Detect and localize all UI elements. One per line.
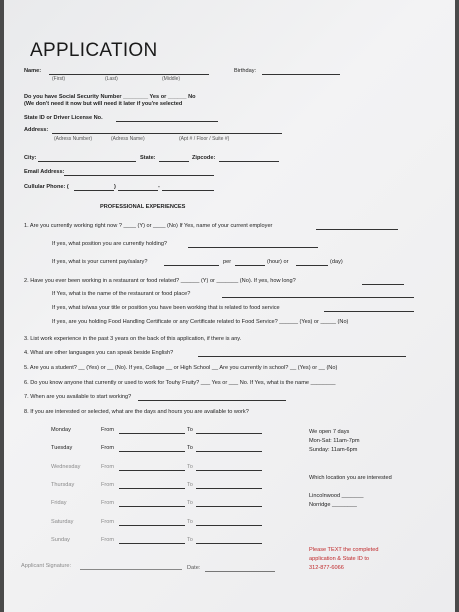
to-label: To	[187, 427, 193, 433]
question-3: 3. List work experience in the past 3 years on the back of this application, if there is any.	[24, 336, 242, 342]
day-sunday: Sunday	[51, 537, 70, 543]
location-question: Which location you are interested	[309, 475, 392, 481]
to-time-field[interactable]	[196, 488, 262, 489]
to-time-field[interactable]	[196, 506, 262, 507]
to-label: To	[187, 519, 193, 525]
start-date-field[interactable]	[138, 400, 286, 401]
question-7: 7. When are you available to start working?	[24, 394, 132, 400]
state-id-label: State ID or Driver License No.	[24, 115, 103, 121]
question-2b: If yes, what is/was your title or position you have been working that is related to food service	[52, 305, 280, 311]
to-label: To	[187, 482, 193, 488]
zipcode-field[interactable]	[219, 161, 279, 162]
form-title: APPLICATION	[30, 40, 158, 61]
city-field[interactable]	[38, 161, 136, 162]
birthday-label: Birthday:	[234, 68, 257, 74]
from-time-field[interactable]	[119, 451, 185, 452]
from-label: From	[101, 445, 115, 451]
question-6: 6. Do you know anyone that currently or used to work for Touhy Fruity? ___ Yes or ___ No. If Yes, what is the name ________	[24, 380, 336, 386]
to-time-field[interactable]	[196, 451, 262, 452]
to-time-field[interactable]	[196, 470, 262, 471]
phone-close-paren: )	[114, 184, 116, 190]
location-norridge: Norridge ________	[309, 502, 357, 508]
how-long-field[interactable]	[362, 284, 404, 285]
question-4: 4. What are other languages you can speak beside English?	[24, 350, 174, 356]
from-label: From	[101, 500, 115, 506]
phone-prefix-field[interactable]	[118, 190, 158, 191]
question-2a: If Yes, what is the name of the restaurant or food place?	[52, 291, 191, 297]
question-1b: If yes, what is your current pay/salary?	[52, 259, 148, 265]
day-thursday: Thursday	[51, 482, 75, 488]
languages-field[interactable]	[198, 356, 406, 357]
question-8: 8. If you are interested or selected, what are the days and hours you are available to work?	[24, 409, 249, 415]
day-label: (day)	[330, 259, 343, 265]
section-heading: PROFESSIONAL EXPERIENCES	[100, 204, 186, 210]
name-field[interactable]	[49, 74, 209, 75]
day-friday: Friday	[51, 500, 67, 506]
address-label: Address:	[24, 127, 49, 133]
from-label: From	[101, 464, 115, 470]
from-time-field[interactable]	[119, 433, 185, 434]
to-time-field[interactable]	[196, 525, 262, 526]
ssn-note: (We don't need it now but will need it later if you're selected	[24, 101, 183, 107]
application-form	[4, 0, 455, 612]
location-lincolnwood: Lincolnwood _______	[309, 493, 364, 499]
name-label: Name:	[24, 68, 42, 74]
question-1a: If yes, what position you are currently holding?	[52, 241, 168, 247]
pay-field[interactable]	[164, 265, 219, 266]
signature-field[interactable]	[80, 569, 182, 570]
per-day-field[interactable]	[296, 265, 328, 266]
from-time-field[interactable]	[119, 506, 185, 507]
current-position-field[interactable]	[188, 247, 318, 248]
from-time-field[interactable]	[119, 525, 185, 526]
from-time-field[interactable]	[119, 470, 185, 471]
date-label: Date:	[187, 565, 201, 571]
state-id-field[interactable]	[116, 121, 218, 122]
food-title-field[interactable]	[324, 311, 414, 312]
contact-note-phone: 312-877-6066	[309, 565, 344, 571]
from-label: From	[101, 519, 115, 525]
question-2c: If yes, are you holding Food Handling Certificate or any Certificate related to Food Service? ______ (Yes) or _____ (No)	[52, 319, 349, 325]
hour-label: (hour) or	[267, 259, 289, 265]
phone-dash: -	[158, 184, 160, 190]
state-field[interactable]	[159, 161, 189, 162]
day-monday: Monday	[51, 427, 71, 433]
email-field[interactable]	[64, 175, 214, 176]
day-tuesday: Tuesday	[51, 445, 73, 451]
question-2: 2. Have you ever been working in a restaurant or food related? ______ (Y) or _______ (No). If yes, how long?	[24, 278, 296, 284]
to-label: To	[187, 445, 193, 451]
state-label: State:	[140, 155, 156, 161]
question-5: 5. Are you a student? __ (Yes) or __ (No). If yes, Collage __ or High School __ Are you currently in school? __ (Yes) or __ (No)	[24, 365, 338, 371]
employer-field[interactable]	[316, 229, 398, 230]
birthday-field[interactable]	[262, 74, 340, 75]
day-saturday: Saturday	[51, 519, 74, 525]
open-days: We open 7 days	[309, 429, 350, 435]
contact-note-line2: application & State ID to	[309, 556, 370, 562]
name-part-middle: (Middle)	[162, 76, 181, 82]
contact-note-line1: Please TEXT the completed	[309, 547, 379, 553]
to-time-field[interactable]	[196, 433, 262, 434]
address-field[interactable]	[52, 133, 282, 134]
phone-label: Cullular Phone: (	[24, 184, 69, 190]
from-label: From	[101, 482, 115, 488]
city-label: City:	[24, 155, 37, 161]
zipcode-label: Zipcode:	[192, 155, 216, 161]
name-part-first: (First)	[52, 76, 66, 82]
to-label: To	[187, 500, 193, 506]
email-label: Email Address:	[24, 169, 65, 175]
to-time-field[interactable]	[196, 543, 262, 544]
per-hour-field[interactable]	[235, 265, 265, 266]
date-field[interactable]	[205, 571, 275, 572]
address-part-number: (Adress Number)	[54, 136, 93, 142]
hours-mon-sat: Mon-Sat: 11am-7pm	[309, 438, 360, 444]
from-label: From	[101, 537, 115, 543]
to-label: To	[187, 537, 193, 543]
phone-line-field[interactable]	[162, 190, 214, 191]
name-part-last: (Last)	[105, 76, 118, 82]
phone-area-field[interactable]	[74, 190, 114, 191]
to-label: To	[187, 464, 193, 470]
address-part-name: (Adress Name)	[111, 136, 145, 142]
from-time-field[interactable]	[119, 488, 185, 489]
hours-sunday: Sunday: 11am-6pm	[309, 447, 358, 453]
question-1: 1. Are you currently working right now ? ____ (Y) or ____ (No) If Yes, name of your current employer	[24, 223, 273, 229]
signature-label: Applicant Signature:	[21, 563, 72, 569]
ssn-question: Do you have Social Security Number ________ Yes or ______ No	[24, 94, 196, 100]
address-part-apt: (Apt # / Floor / Suite #)	[179, 136, 230, 142]
day-wednesday: Wednesday	[51, 464, 81, 470]
from-label: From	[101, 427, 115, 433]
restaurant-name-field[interactable]	[222, 297, 414, 298]
from-time-field[interactable]	[119, 543, 185, 544]
per-label: per	[223, 259, 232, 265]
